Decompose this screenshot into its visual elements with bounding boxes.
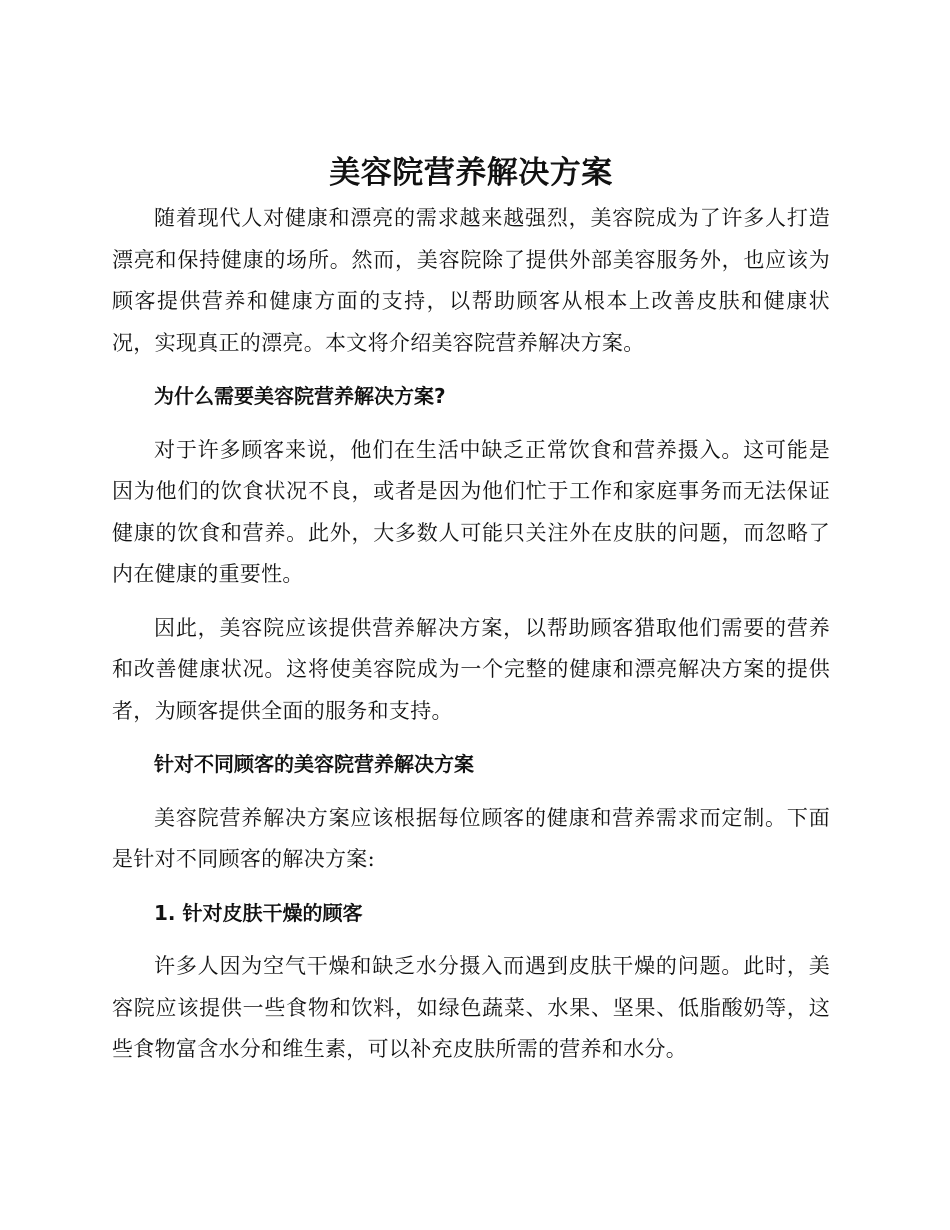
document-page	[112, 148, 830, 1071]
body-paragraph: 美容院营养解决方案应该根据每位顾客的健康和营养需求而定制。下面是针对不同顾客的解决方案:	[112, 805, 830, 871]
body-paragraph: 对于许多顾客来说，他们在生活中缺乏正常饮食和营养摄入。这可能是因为他们的饮食状况不良，或者是因为他们忙于工作和家庭事务而无法保证健康的饮食和营养。此外，大多数人可能只关注外在皮肤的问题，而忽略了内在健康的重要性。	[112, 437, 830, 586]
spacer	[112, 786, 830, 798]
spacer	[112, 418, 830, 430]
intro-paragraph: 随着现代人对健康和漂亮的需求越来越强烈，美容院成为了许多人打造漂亮和保持健康的场所。然而，美容院除了提供外部美容服务外，也应该为顾客提供营养和健康方面的支持，以帮助顾客从根本上改善皮肤和健康状况，实现真正的漂亮。本文将介绍美容院营养解决方案。	[112, 206, 830, 355]
subsection-heading-dry-skin: 1. 针对皮肤干燥的顾客	[154, 900, 363, 925]
section-heading-solutions: 针对不同顾客的美容院营养解决方案	[154, 752, 474, 776]
body-paragraph: 因此，美容院应该提供营养解决方案，以帮助顾客猎取他们需要的营养和改善健康状况。这将使美容院成为一个完整的健康和漂亮解决方案的提供者，为顾客提供全面的服务和支持。	[112, 615, 830, 723]
spacer	[112, 364, 830, 376]
spacer	[112, 732, 830, 744]
body-paragraph: 许多人因为空气干燥和缺乏水分摄入而遇到皮肤干燥的问题。此时，美容院应该提供一些食物和饮料，如绿色蔬菜、水果、坚果、低脂酸奶等，这些食物富含水分和维生素，可以补充皮肤所需的营养和水分。	[112, 954, 830, 1061]
spacer	[112, 881, 830, 893]
spacer	[112, 596, 830, 608]
spacer	[112, 934, 830, 946]
document-title: 美容院营养解决方案	[329, 155, 613, 191]
section-heading-why: 为什么需要美容院营养解决方案?	[154, 384, 446, 408]
